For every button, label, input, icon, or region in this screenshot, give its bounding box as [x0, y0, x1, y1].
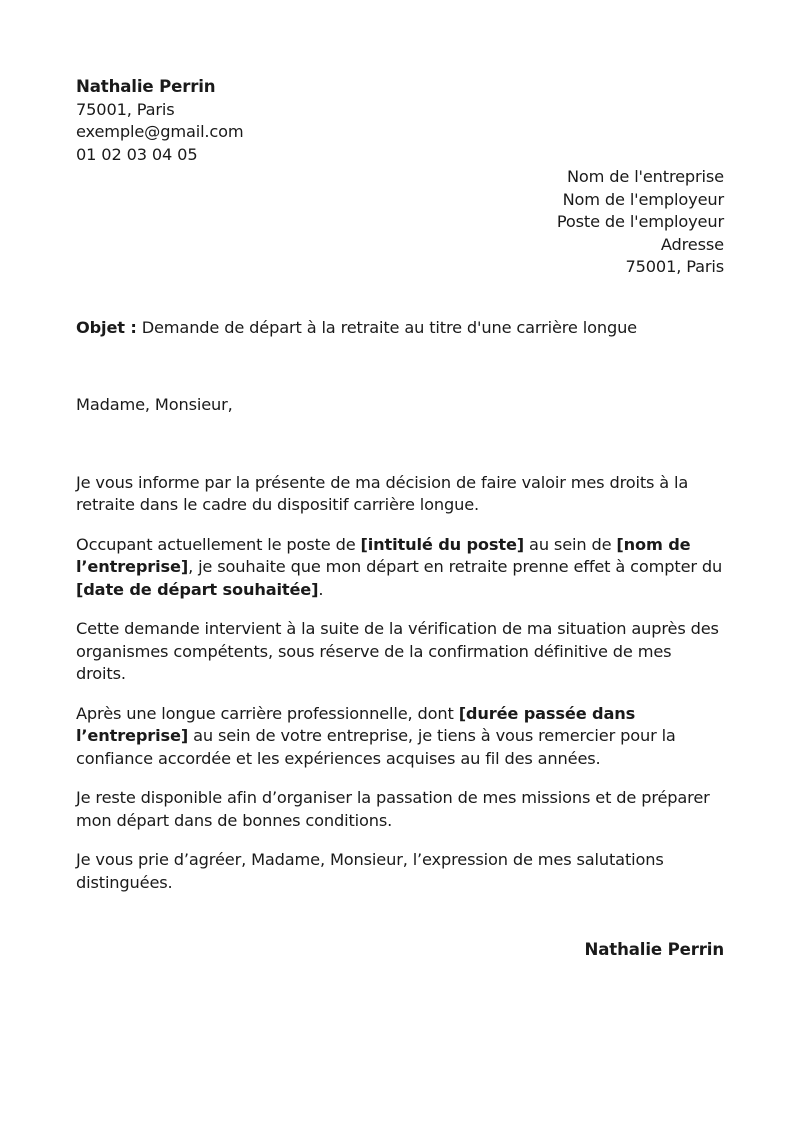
recipient-employer: Nom de l'employeur [562, 189, 724, 209]
paragraph-4 [76, 703, 724, 771]
paragraph-2-text-c: au sein de [524, 534, 617, 554]
subject-line [76, 317, 724, 340]
sender-email: exemple@gmail.com [76, 122, 244, 141]
placeholder-departure-date: [date de départ souhaitée] [76, 579, 319, 599]
placeholder-job-title: [intitulé du poste] [360, 534, 525, 554]
sender-phone: 01 02 03 04 05 [76, 144, 198, 164]
paragraph-6: Je vous prie d’agréer, Madame, Monsieur, l’expression de mes salutations distinguées. [76, 850, 664, 892]
sender-name: Nathalie Perrin [76, 77, 216, 96]
letter-body [76, 472, 724, 895]
recipient-company: Nom de l'entreprise [566, 167, 724, 186]
paragraph-2-text-g: . [318, 579, 324, 599]
subject-label: Objet : [76, 317, 137, 337]
placeholder-tenure: [durée passée dans l’entreprise] [76, 703, 636, 745]
recipient-block [76, 166, 724, 279]
paragraph-2-text-a: Occupant actuellement le poste de [76, 534, 361, 554]
paragraph-5: Je reste disponible afin d’organiser la passation de mes missions et de préparer mon départ dans de bonnes conditions. [76, 788, 710, 830]
sender-city: 75001, Paris [76, 99, 175, 119]
recipient-position: Poste de l'employeur [556, 212, 724, 231]
paragraph-4-text-c: au sein de votre entreprise, je tiens à vous remercier pour la confiance accordée et les expériences acquises au fil des années. [76, 726, 676, 768]
salutation: Madame, Monsieur, [76, 395, 233, 414]
paragraph-1: Je vous informe par la présente de ma décision de faire valoir mes droits à la retraite dans le cadre du dispositif carrière longue. [76, 472, 689, 514]
letter-content [76, 76, 724, 962]
signature: Nathalie Perrin [584, 940, 724, 959]
paragraph-3: Cette demande intervient à la suite de la vérification de ma situation auprès des organismes compétents, sous réserve de la confirmation définitive de mes droits. [76, 619, 719, 683]
placeholder-company-name: [nom de l’entreprise] [76, 534, 691, 576]
paragraph-4-text-a: Après une longue carrière professionnelle, dont [76, 703, 459, 723]
paragraph-2-text-e: , je souhaite que mon départ en retraite prenne effet à compter du [188, 557, 723, 576]
recipient-address: Adresse [660, 234, 724, 254]
recipient-city: 75001, Paris [625, 257, 724, 276]
paragraph-2 [76, 534, 724, 602]
subject-text: Demande de départ à la retraite au titre d'une carrière longue [141, 317, 637, 337]
sender-block [76, 76, 724, 166]
